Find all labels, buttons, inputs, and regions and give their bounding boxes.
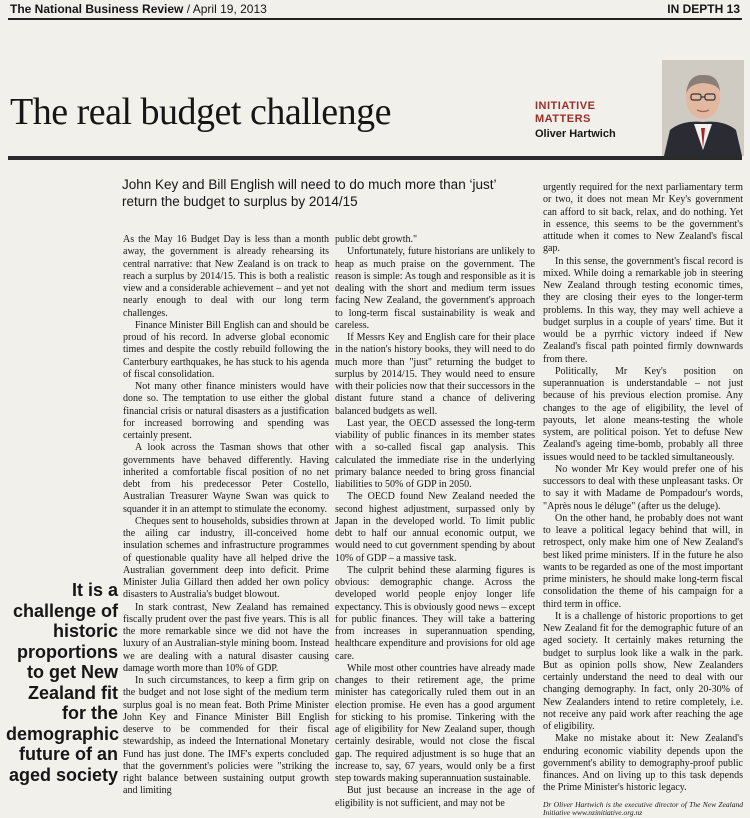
column-name-line1: INITIATIVE (535, 100, 596, 112)
article-paragraph: Finance Minister Bill English can and should be proud of his record. In adverse global economic times and despite the costly rebuild following the Canterbury earthquakes, he has stuck to his agenda of fiscal consolidation. (123, 319, 329, 380)
standfirst: John Key and Bill English will need to do much more than ‘just’ return the budget to surplus by 2014/15 (122, 177, 496, 209)
article-paragraph: As the May 16 Budget Day is less than a month away, the government is already rehearsing its central narrative: that New Zealand is on track to reach a surplus by 2014/15. This is both a realistic view and a considerable achievement – and yet not nearly enough to deal with our long term challenges. (123, 234, 329, 319)
section-label (667, 2, 740, 16)
article-paragraph: On the other hand, he probably does not want to leave a political legacy behind that will, in retrospect, only make him one of New Zealand's best liked prime ministers. If in the future he also wants to be regarded as one of the most important prime ministers, he should make long-term fiscal consolidation the theme of his campaign for a third term in office. (543, 512, 743, 610)
author-name: Oliver Hartwich (535, 128, 616, 140)
article-paragraph: No wonder Mr Key would prefer one of his successors to deal with these unpleasant tasks. Or to say it with Madame de Pompadour's words, "Après nous le déluge" (after us the deluge). (543, 463, 743, 512)
article-paragraph: In such circumstances, to keep a firm grip on the budget and not lose sight of the medium term surplus goal is no mean feat. Both Prime Minister John Key and Finance Minister Bill English deserve to be commended for their fiscal stewardship, as indeed the International Monetary Fund has just done. The IMF's experts concluded that the government's policies were "striking the right balance between sustaining output growth and limiting (123, 675, 329, 797)
header-rule (8, 18, 742, 20)
author-photo (662, 60, 744, 156)
article-paragraph: public debt growth." (335, 234, 418, 245)
article-paragraph: urgently required for the next parliamentary term or two, it does not mean Mr Key's government can afford to sit back, relax, and do nothing. Yet in essence, this seems to be the government's attitude when it comes to New Zealand's fiscal gap. (543, 182, 743, 255)
headline-rule (8, 156, 742, 160)
headline: The real budget challenge (10, 91, 392, 133)
header-separator: / (186, 2, 193, 16)
article-paragraph: The OECD found New Zealand needed the second highest adjustment, surpassed only by Japan in the developed world. To limit public debt to half our annual economic output, we would need to cut government spending by about 10% of GDP – a massive task. (335, 491, 535, 564)
article-paragraph: Last year, the OECD assessed the long-term viability of public finances in its member states with a so-called fiscal gap analysis. This calculated the immediate rise in the underlying primary balance needed to bring gross financial liabilities to 50% of GDP in 2050. (335, 417, 535, 490)
column-branding (535, 100, 665, 140)
issue-date: April 19, 2013 (192, 2, 267, 16)
publication-name: The National Business Review (10, 2, 184, 16)
article-paragraph: Unfortunately, future historians are unlikely to heap as much praise on the government. The reason is simple: As tough and responsible as it is dealing with the short and medium term issues facing New Zealand, the government's approach to long-term fiscal sustainability is weak and careless. (335, 246, 535, 331)
author-portrait-image (662, 60, 744, 156)
article-column-2 (335, 234, 535, 810)
column-name-line2: MATTERS (535, 113, 591, 125)
article-column-3-paragraphs (543, 182, 743, 795)
article-paragraph: If Messrs Key and English care for their place in the nation's history books, they will need to do much more than "just" returning the budget to surplus by 2014/15. They would need to ensure with their policies now that their successors in the distant future stand a chance of delivering balanced budgets as well. (335, 332, 535, 417)
header-publication-line (10, 2, 267, 16)
article-paragraph: A look across the Tasman shows that other governments have behaved differently. Having inherited a comfortable fiscal position of no net debt from his predecessor Peter Costello, Australian Treasurer Wayne Swan was quick to squander it in an attempt to stimulate the economy. (123, 442, 329, 515)
article-paragraph: In stark contrast, New Zealand has remained fiscally prudent over the past five years. This is all the more remarkable since we did not have the luxury of an Australian-style mining boom. Instead we are dealing with a natural disaster causing damage worth more than 10% of GDP. (123, 601, 329, 674)
article-paragraph: Make no mistake about it: New Zealand's enduring economic viability depends upon the government's ability to demography-proof public finances. And on living up to this task depends the Prime Minister's historic legacy. (543, 733, 743, 794)
page-number: 13 (726, 2, 740, 16)
author-bio: Dr Oliver Hartwich is the executive director of The New Zealand Initiative www.nzinitiative.org.nz (543, 799, 743, 817)
article-paragraph: Politically, Mr Key's position on superannuation is understandable – not just because of his previous election promise. Any changes to the age of eligibility, the level of payouts, let alone means-testing the whole system, are political poison. Yet to defuse New Zealand's ageing time-bomb, probably all three issues would need to be tackled simultaneously. (543, 365, 743, 463)
article-paragraph: Cheques sent to households, subsidies thrown at the ailing car industry, ill-conceived home insulation schemes and infrastructure programmes of questionable quality have all helped drive the Australian government deep into deficit. Prime Minister Julia Gillard then added her own policy disasters to Australia's budget blowout. (123, 515, 329, 601)
article-paragraph: But just because an increase in the age of eligibility is not sufficient, and may not be (335, 785, 535, 809)
article-paragraph: Not many other finance ministers would have done so. The temptation to use either the global financial crisis or natural disasters as a justification for increased borrowing and spending was certainly present. (123, 381, 329, 441)
section-name: IN DEPTH (667, 2, 724, 16)
article-paragraph: While most other countries have already made changes to their retirement age, the prime minister has categorically ruled them out in an election promise. He even has a good argument for sticking to his promise. Tinkering with the age of eligibility for New Zealand super, though certainly desirable, would not close the fiscal gap. The required adjustment is so huge that an increase to, say, 67 years, would only be a first step towards making superannuation sustainable. (335, 662, 535, 784)
article-paragraph: The culprit behind these alarming figures is obvious: demographic change. Across the developed world people enjoy longer life expectancy. This is obviously good news – except for public finances. They will take a battering from increases in superannuation spending, healthcare expenditure and provisions for old age care. (335, 564, 535, 662)
article-paragraph: In this sense, the government's fiscal record is mixed. While doing a remarkable job in steering New Zealand through testing economic times, they are closing their eyes to the longer-term problems. In this way, they may well achieve a budget surplus in a couple of years' time. But it would be a pyrrhic victory indeed if New Zealand's fiscal path pointed firmly downwards from there. (543, 255, 743, 365)
pull-quote: It is a challenge of historic proportions to get New Zealand fit for the demographic future of an aged society (6, 580, 120, 785)
article-paragraph: It is a challenge of historic proportions to get New Zealand fit for the demographic future of an aged society. It certainly makes returning the budget to surplus look like a walk in the park. But as opinion polls show, New Zealanders certainly understand the need to deal with our changing demography. In fact, only 20-30% of New Zealanders intend to retire completely, i.e. not receive any paid work after reaching the age of eligibility. (543, 610, 743, 732)
article-column-1 (123, 234, 329, 798)
article-column-3 (543, 182, 743, 818)
